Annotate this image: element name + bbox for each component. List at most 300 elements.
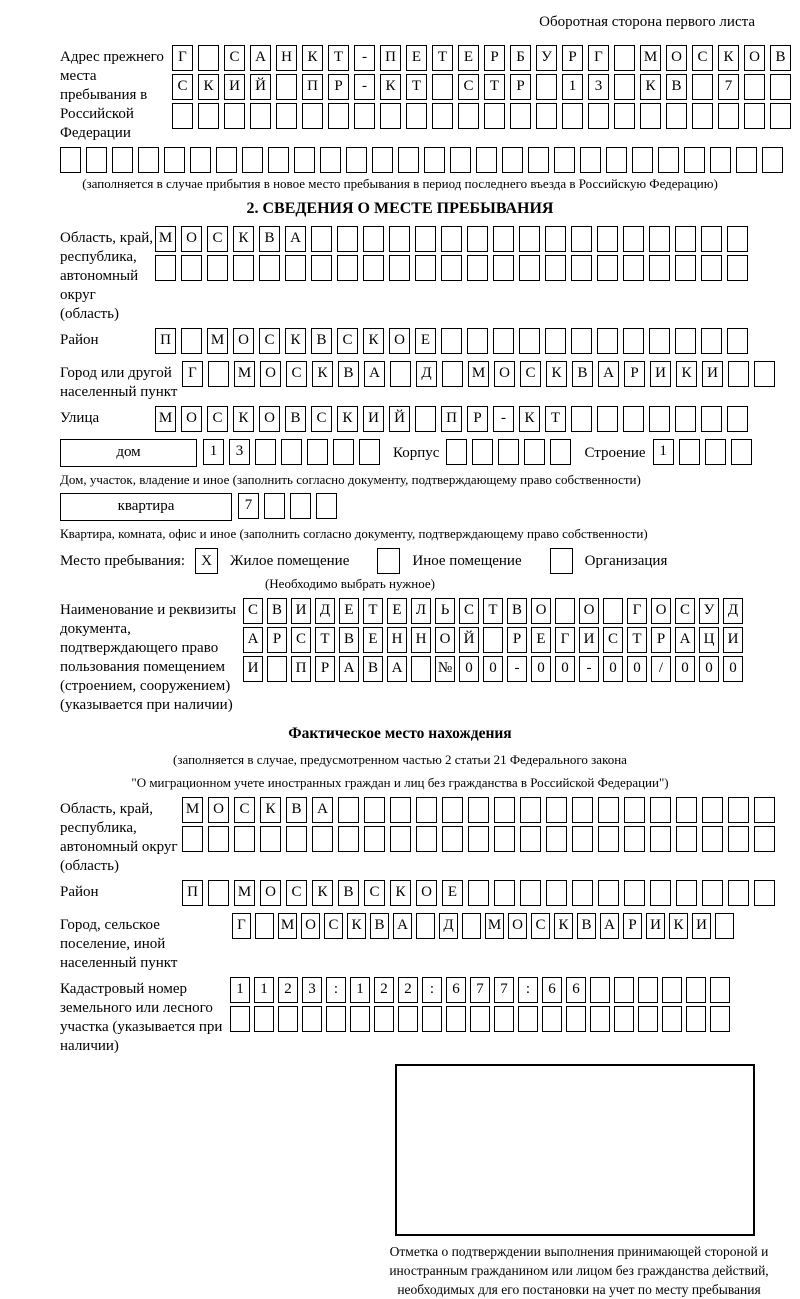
char-cell[interactable]: В [267,598,287,624]
char-cell[interactable]: 6 [542,977,562,1003]
char-cell[interactable] [181,328,202,354]
char-cell[interactable] [467,226,488,252]
char-cell[interactable] [337,226,358,252]
char-cell[interactable]: К [302,45,323,71]
char-cell[interactable] [432,103,453,129]
char-cell[interactable] [614,977,634,1003]
char-cell[interactable]: П [155,328,176,354]
char-cell[interactable]: И [291,598,311,624]
char-cell[interactable]: К [312,361,333,387]
char-cell[interactable] [710,977,730,1003]
char-cell[interactable]: П [302,74,323,100]
char-cell[interactable] [590,977,610,1003]
char-cell[interactable] [662,1006,682,1032]
char-cell[interactable] [597,226,618,252]
char-cell[interactable]: К [363,328,384,354]
char-cell[interactable] [364,826,385,852]
char-cell[interactable]: Т [627,627,647,653]
char-cell[interactable]: А [243,627,263,653]
char-cell[interactable] [468,826,489,852]
char-cell[interactable]: Е [415,328,436,354]
char-cell[interactable]: К [676,361,697,387]
char-cell[interactable] [493,226,514,252]
char-cell[interactable] [230,1006,250,1032]
char-cell[interactable] [649,406,670,432]
char-cell[interactable]: : [422,977,442,1003]
char-cell[interactable]: С [675,598,695,624]
char-cell[interactable]: И [243,656,263,682]
char-cell[interactable]: М [155,226,176,252]
char-cell[interactable] [571,255,592,281]
char-cell[interactable] [446,1006,466,1032]
char-cell[interactable]: М [485,913,504,939]
char-cell[interactable] [658,147,679,173]
char-cell[interactable]: В [259,226,280,252]
char-cell[interactable]: С [224,45,245,71]
char-cell[interactable] [571,328,592,354]
char-cell[interactable]: К [669,913,688,939]
char-cell[interactable] [676,826,697,852]
char-cell[interactable]: М [278,913,297,939]
char-cell[interactable]: М [182,797,203,823]
char-cell[interactable] [172,103,193,129]
char-cell[interactable] [390,826,411,852]
char-cell[interactable] [415,226,436,252]
char-cell[interactable] [311,226,332,252]
char-cell[interactable]: К [390,880,411,906]
char-cell[interactable] [224,103,245,129]
char-cell[interactable]: У [699,598,719,624]
char-cell[interactable]: № [435,656,455,682]
char-cell[interactable] [285,255,306,281]
char-cell[interactable]: С [459,598,479,624]
char-cell[interactable] [254,1006,274,1032]
char-cell[interactable]: В [507,598,527,624]
char-cell[interactable]: С [286,880,307,906]
char-cell[interactable] [354,103,375,129]
char-cell[interactable] [638,1006,658,1032]
char-cell[interactable] [467,328,488,354]
char-cell[interactable]: Й [389,406,410,432]
char-cell[interactable]: К [233,406,254,432]
char-cell[interactable] [649,328,670,354]
char-cell[interactable]: Е [363,627,383,653]
char-cell[interactable] [754,797,775,823]
char-cell[interactable] [255,439,276,465]
char-cell[interactable] [483,627,503,653]
char-cell[interactable]: 1 [653,439,674,465]
char-cell[interactable] [597,255,618,281]
char-cell[interactable] [359,439,380,465]
char-cell[interactable]: У [536,45,557,71]
char-cell[interactable]: С [603,627,623,653]
char-cell[interactable] [363,255,384,281]
char-cell[interactable] [598,880,619,906]
char-cell[interactable] [727,328,748,354]
char-cell[interactable] [597,328,618,354]
char-cell[interactable]: Р [624,361,645,387]
char-cell[interactable] [320,147,341,173]
char-cell[interactable] [415,255,436,281]
char-cell[interactable] [606,147,627,173]
char-cell[interactable] [624,797,645,823]
char-cell[interactable] [676,880,697,906]
char-cell[interactable]: М [640,45,661,71]
char-cell[interactable]: О [233,328,254,354]
char-cell[interactable]: - [579,656,599,682]
char-cell[interactable] [520,880,541,906]
char-cell[interactable]: 0 [531,656,551,682]
char-cell[interactable] [311,255,332,281]
char-cell[interactable]: И [646,913,665,939]
char-cell[interactable]: И [224,74,245,100]
char-cell[interactable] [264,493,285,519]
char-cell[interactable]: 7 [494,977,514,1003]
char-cell[interactable] [702,797,723,823]
char-cell[interactable]: Д [315,598,335,624]
char-cell[interactable]: 0 [483,656,503,682]
char-cell[interactable]: А [339,656,359,682]
char-cell[interactable]: Р [484,45,505,71]
char-cell[interactable] [640,103,661,129]
char-cell[interactable]: - [507,656,527,682]
char-cell[interactable]: С [286,361,307,387]
char-cell[interactable] [623,328,644,354]
char-cell[interactable]: В [370,913,389,939]
char-cell[interactable] [524,439,545,465]
char-cell[interactable]: К [718,45,739,71]
char-cell[interactable] [442,361,463,387]
char-cell[interactable]: В [338,361,359,387]
char-cell[interactable] [623,255,644,281]
char-cell[interactable] [510,103,531,129]
char-cell[interactable]: М [234,361,255,387]
char-cell[interactable] [728,361,749,387]
char-cell[interactable] [468,880,489,906]
char-cell[interactable] [518,1006,538,1032]
char-cell[interactable]: 3 [229,439,250,465]
char-cell[interactable] [718,103,739,129]
char-cell[interactable] [494,797,515,823]
char-cell[interactable]: В [285,406,306,432]
char-cell[interactable] [536,103,557,129]
char-cell[interactable]: 6 [566,977,586,1003]
char-cell[interactable] [208,826,229,852]
char-cell[interactable] [744,103,765,129]
char-cell[interactable] [650,826,671,852]
char-cell[interactable] [542,1006,562,1032]
char-cell[interactable]: / [651,656,671,682]
char-cell[interactable]: 3 [588,74,609,100]
checkbox-organization[interactable] [550,548,573,574]
char-cell[interactable] [562,103,583,129]
char-cell[interactable]: 7 [718,74,739,100]
char-cell[interactable] [326,1006,346,1032]
char-cell[interactable]: Д [416,361,437,387]
char-cell[interactable]: Р [507,627,527,653]
char-cell[interactable]: 0 [699,656,719,682]
char-cell[interactable]: А [598,361,619,387]
char-cell[interactable] [614,45,635,71]
char-cell[interactable] [415,406,436,432]
char-cell[interactable]: О [579,598,599,624]
char-cell[interactable] [290,493,311,519]
char-cell[interactable] [267,656,287,682]
char-cell[interactable] [770,74,791,100]
char-cell[interactable]: О [494,361,515,387]
char-cell[interactable]: - [354,74,375,100]
char-cell[interactable] [260,826,281,852]
char-cell[interactable]: А [387,656,407,682]
char-cell[interactable] [416,913,435,939]
char-cell[interactable] [519,328,540,354]
char-cell[interactable]: Р [651,627,671,653]
char-cell[interactable] [416,797,437,823]
char-cell[interactable] [754,880,775,906]
char-cell[interactable] [545,226,566,252]
char-cell[interactable] [380,103,401,129]
char-cell[interactable] [650,880,671,906]
char-cell[interactable] [390,361,411,387]
char-cell[interactable] [181,255,202,281]
char-cell[interactable]: О [208,797,229,823]
char-cell[interactable]: С [234,797,255,823]
char-cell[interactable] [268,147,289,173]
char-cell[interactable]: П [441,406,462,432]
char-cell[interactable] [550,439,571,465]
char-cell[interactable] [638,977,658,1003]
char-cell[interactable]: Л [411,598,431,624]
char-cell[interactable] [250,103,271,129]
char-cell[interactable] [649,255,670,281]
char-cell[interactable] [701,328,722,354]
char-cell[interactable]: С [531,913,550,939]
char-cell[interactable]: Е [442,880,463,906]
char-cell[interactable]: Т [328,45,349,71]
char-cell[interactable]: Т [545,406,566,432]
char-cell[interactable]: 0 [675,656,695,682]
char-cell[interactable]: О [666,45,687,71]
char-cell[interactable] [398,147,419,173]
char-cell[interactable] [390,797,411,823]
char-cell[interactable]: С [259,328,280,354]
char-cell[interactable] [736,147,757,173]
char-cell[interactable]: А [250,45,271,71]
char-cell[interactable] [316,493,337,519]
char-cell[interactable]: О [416,880,437,906]
char-cell[interactable] [728,797,749,823]
char-cell[interactable] [484,103,505,129]
house-field[interactable]: дом [60,439,197,467]
char-cell[interactable] [346,147,367,173]
char-cell[interactable]: Н [276,45,297,71]
char-cell[interactable] [666,103,687,129]
char-cell[interactable]: И [692,913,711,939]
char-cell[interactable] [744,74,765,100]
char-cell[interactable]: И [723,627,743,653]
char-cell[interactable]: О [181,406,202,432]
char-cell[interactable]: 0 [627,656,647,682]
char-cell[interactable] [632,147,653,173]
char-cell[interactable] [476,147,497,173]
char-cell[interactable]: П [380,45,401,71]
char-cell[interactable]: 1 [203,439,224,465]
char-cell[interactable] [494,1006,514,1032]
char-cell[interactable] [337,255,358,281]
char-cell[interactable] [198,103,219,129]
char-cell[interactable] [675,406,696,432]
char-cell[interactable] [728,826,749,852]
char-cell[interactable] [493,255,514,281]
char-cell[interactable] [754,826,775,852]
char-cell[interactable] [603,598,623,624]
char-cell[interactable] [597,406,618,432]
char-cell[interactable]: И [702,361,723,387]
char-cell[interactable] [234,826,255,852]
char-cell[interactable] [650,797,671,823]
char-cell[interactable]: Р [328,74,349,100]
char-cell[interactable]: - [493,406,514,432]
char-cell[interactable] [328,103,349,129]
char-cell[interactable] [441,255,462,281]
char-cell[interactable] [624,826,645,852]
char-cell[interactable] [676,797,697,823]
char-cell[interactable]: 0 [603,656,623,682]
char-cell[interactable] [462,913,481,939]
char-cell[interactable] [520,797,541,823]
char-cell[interactable] [198,45,219,71]
char-cell[interactable] [276,103,297,129]
char-cell[interactable] [701,255,722,281]
char-cell[interactable]: Н [411,627,431,653]
char-cell[interactable] [364,797,385,823]
char-cell[interactable]: 1 [350,977,370,1003]
char-cell[interactable] [731,439,752,465]
char-cell[interactable] [623,226,644,252]
char-cell[interactable] [493,328,514,354]
char-cell[interactable]: Д [723,598,743,624]
char-cell[interactable] [442,826,463,852]
char-cell[interactable] [374,1006,394,1032]
char-cell[interactable] [112,147,133,173]
char-cell[interactable] [281,439,302,465]
char-cell[interactable] [692,103,713,129]
char-cell[interactable]: А [600,913,619,939]
char-cell[interactable] [684,147,705,173]
char-cell[interactable]: О [260,880,281,906]
char-cell[interactable]: А [393,913,412,939]
char-cell[interactable]: 1 [230,977,250,1003]
char-cell[interactable] [259,255,280,281]
char-cell[interactable] [494,880,515,906]
char-cell[interactable] [208,880,229,906]
char-cell[interactable]: Д [439,913,458,939]
char-cell[interactable] [649,226,670,252]
char-cell[interactable] [416,826,437,852]
char-cell[interactable]: Е [406,45,427,71]
char-cell[interactable]: Г [172,45,193,71]
char-cell[interactable] [662,977,682,1003]
char-cell[interactable] [398,1006,418,1032]
apartment-field[interactable]: квартира [60,493,232,521]
char-cell[interactable] [588,103,609,129]
char-cell[interactable]: В [286,797,307,823]
char-cell[interactable]: К [233,226,254,252]
char-cell[interactable] [519,255,540,281]
char-cell[interactable] [770,103,791,129]
char-cell[interactable] [546,826,567,852]
char-cell[interactable]: - [354,45,375,71]
char-cell[interactable]: О [181,226,202,252]
char-cell[interactable]: П [182,880,203,906]
char-cell[interactable]: 0 [723,656,743,682]
char-cell[interactable]: Р [315,656,335,682]
char-cell[interactable] [255,913,274,939]
char-cell[interactable] [536,74,557,100]
char-cell[interactable] [710,147,731,173]
char-cell[interactable]: А [675,627,695,653]
char-cell[interactable]: Г [588,45,609,71]
char-cell[interactable]: 2 [398,977,418,1003]
char-cell[interactable] [286,826,307,852]
char-cell[interactable] [406,103,427,129]
char-cell[interactable] [572,826,593,852]
char-cell[interactable]: М [155,406,176,432]
char-cell[interactable]: О [531,598,551,624]
char-cell[interactable] [580,147,601,173]
char-cell[interactable]: А [285,226,306,252]
char-cell[interactable] [555,598,575,624]
char-cell[interactable] [302,1006,322,1032]
char-cell[interactable]: О [389,328,410,354]
char-cell[interactable]: С [520,361,541,387]
char-cell[interactable]: Р [267,627,287,653]
char-cell[interactable] [715,913,734,939]
char-cell[interactable]: С [311,406,332,432]
char-cell[interactable] [727,255,748,281]
char-cell[interactable]: С [243,598,263,624]
char-cell[interactable] [472,439,493,465]
char-cell[interactable]: С [337,328,358,354]
char-cell[interactable] [411,656,431,682]
char-cell[interactable] [307,439,328,465]
char-cell[interactable] [545,255,566,281]
char-cell[interactable]: : [518,977,538,1003]
char-cell[interactable]: К [347,913,366,939]
char-cell[interactable]: К [285,328,306,354]
char-cell[interactable]: И [650,361,671,387]
checkbox-other-premises[interactable] [377,548,400,574]
char-cell[interactable] [294,147,315,173]
checkbox-residential[interactable]: X [195,548,218,574]
char-cell[interactable]: О [744,45,765,71]
char-cell[interactable] [363,226,384,252]
char-cell[interactable] [233,255,254,281]
char-cell[interactable]: Н [387,627,407,653]
char-cell[interactable] [441,226,462,252]
char-cell[interactable]: 1 [562,74,583,100]
char-cell[interactable]: К [640,74,661,100]
char-cell[interactable] [502,147,523,173]
char-cell[interactable] [675,328,696,354]
char-cell[interactable]: 6 [446,977,466,1003]
char-cell[interactable] [302,103,323,129]
char-cell[interactable] [468,797,489,823]
char-cell[interactable] [422,1006,442,1032]
char-cell[interactable]: К [554,913,573,939]
char-cell[interactable] [207,255,228,281]
char-cell[interactable]: Р [562,45,583,71]
